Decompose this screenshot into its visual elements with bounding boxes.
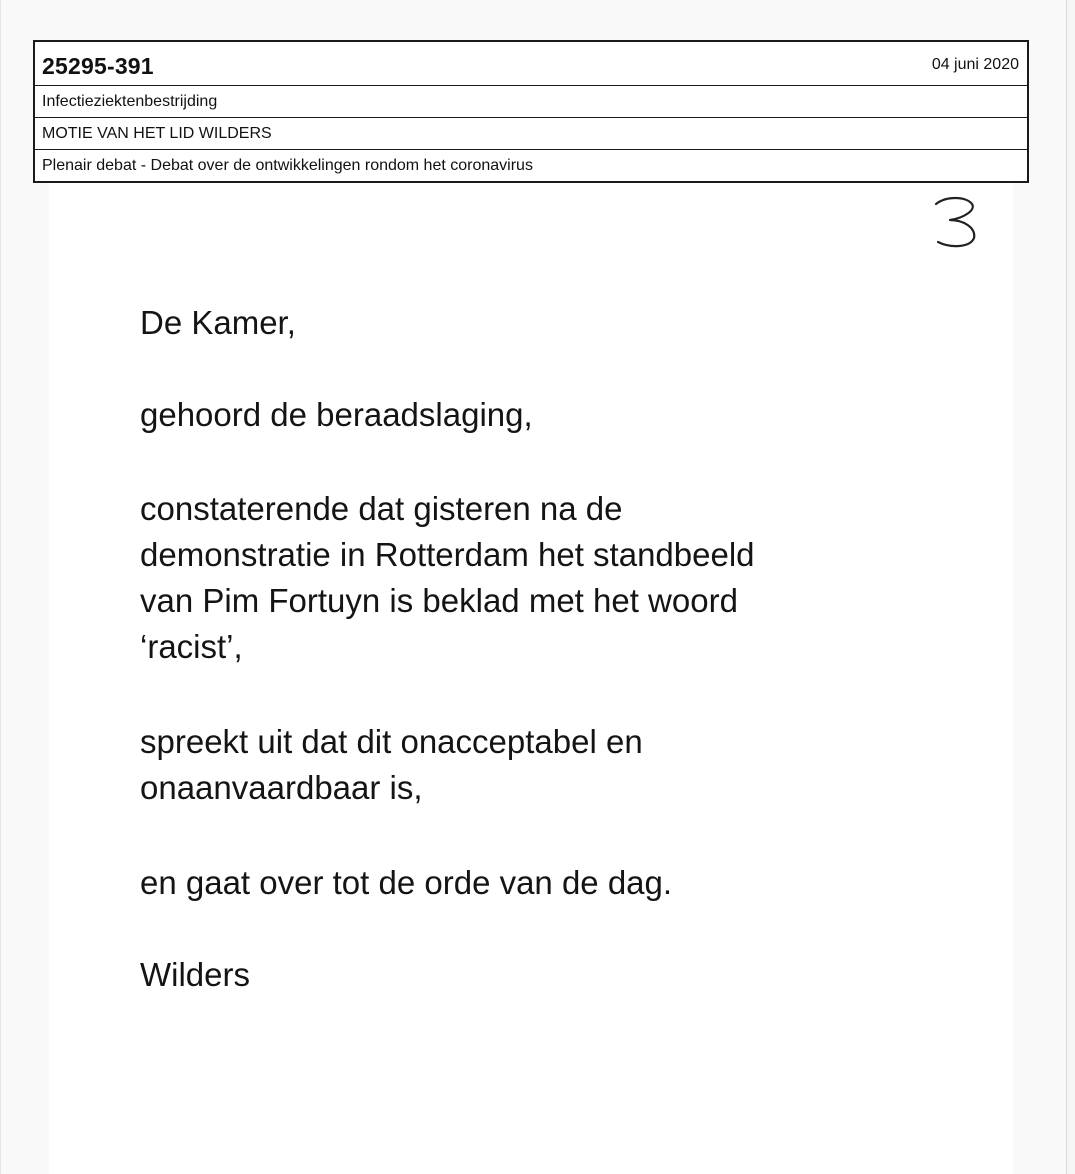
signature: Wilders [140, 956, 251, 993]
header-row-debate [35, 149, 1027, 181]
heard-clause: gehoord de beraadslaging, [140, 396, 533, 433]
document-topic: Infectieziektenbestrijding [42, 92, 218, 110]
considering-clause-line-1: constaterende dat gisteren na de [140, 490, 623, 527]
document-number: 25295-391 [42, 53, 154, 79]
header-table [33, 40, 1029, 183]
considering-clause-line-3: van Pim Fortuyn is beklad met het woord [140, 582, 738, 619]
considering-clause-line-2: demonstratie in Rotterdam het standbeeld [140, 536, 755, 573]
declares-clause-line-1: spreekt uit dat dit onacceptabel en [140, 723, 643, 760]
motion-title: MOTIE VAN HET LID WILDERS [42, 124, 272, 142]
salutation: De Kamer, [140, 304, 296, 341]
header-row-title [35, 117, 1027, 149]
declares-clause-line-2: onaanvaardbaar is, [140, 769, 423, 806]
considering-clause-line-4: ‘racist’, [140, 628, 243, 665]
debate-name: Plenair debat - Debat over de ontwikkelingen rondom het coronavirus [42, 156, 533, 174]
header-row-number [35, 42, 1027, 85]
document-date: 04 juni 2020 [931, 55, 1019, 73]
header-row-topic [35, 85, 1027, 117]
closing-clause: en gaat over tot de orde van de dag. [140, 864, 673, 901]
handwritten-number-mark [928, 190, 984, 254]
